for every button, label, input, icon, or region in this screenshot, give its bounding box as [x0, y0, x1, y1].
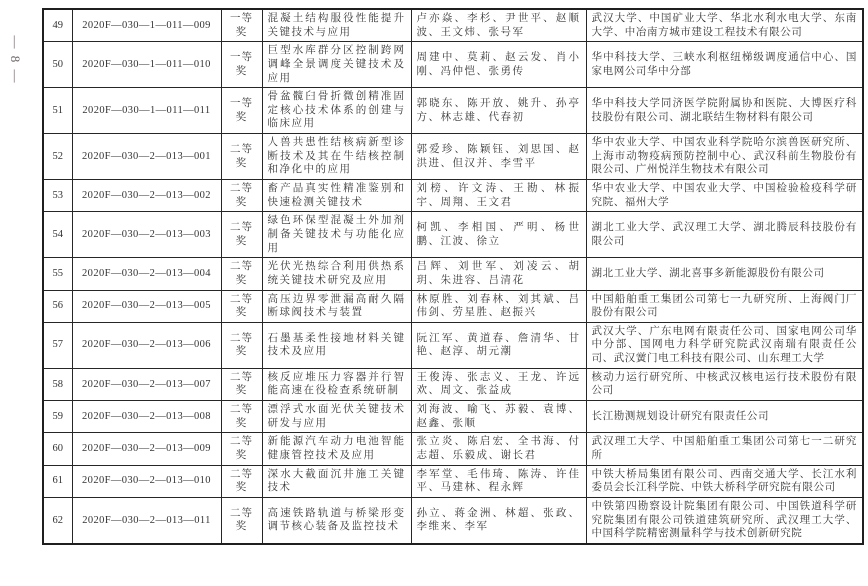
- code-cell: 2020F—030—2—013—003: [72, 212, 221, 258]
- index-cell: 57: [43, 322, 72, 368]
- grade-cell: 二等奖: [221, 322, 262, 368]
- project-cell: 漂浮式水面光伏关键技术研发与应用: [262, 401, 411, 433]
- index-cell: 59: [43, 401, 72, 433]
- index-cell: 53: [43, 180, 72, 212]
- index-cell: 56: [43, 290, 72, 322]
- index-cell: 61: [43, 465, 72, 497]
- code-cell: 2020F—030—2—013—004: [72, 258, 221, 290]
- table-row: [43, 42, 863, 88]
- orgs-cell: 武汉大学、中国矿业大学、华北水利水电大学、东南大学、中冶南方城市建设工程技术有限公司: [586, 9, 863, 42]
- grade-cell: 一等奖: [221, 88, 262, 134]
- people-cell: 李军堂、毛伟琦、陈涛、许佳平、马建林、程永辉: [411, 465, 586, 497]
- grade-cell: 二等奖: [221, 401, 262, 433]
- grade-cell: 二等奖: [221, 212, 262, 258]
- people-cell: 王俊涛、张志义、王龙、许远欢、周文、张益成: [411, 368, 586, 400]
- grade-cell: 二等奖: [221, 497, 262, 543]
- table-row: [43, 433, 863, 465]
- people-cell: 刘榜、许文涛、王勘、林振宇、周翔、王文君: [411, 180, 586, 212]
- project-cell: 高压边界零泄漏高耐久隔断球阀技术与装置: [262, 290, 411, 322]
- people-cell: 张立炎、陈启宏、全书海、付志超、乐毅成、谢长君: [411, 433, 586, 465]
- code-cell: 2020F—030—2—013—009: [72, 433, 221, 465]
- table-row: [43, 497, 863, 543]
- table-row: [43, 290, 863, 322]
- code-cell: 2020F—030—1—011—011: [72, 88, 221, 134]
- code-cell: 2020F—030—2—013—007: [72, 368, 221, 400]
- table-row: [43, 322, 863, 368]
- people-cell: 周建中、莫莉、赵云发、肖小刚、冯仲恺、张勇传: [411, 42, 586, 88]
- orgs-cell: 武汉大学、广东电网有限责任公司、国家电网公司华中分部、国网电力科学研究院武汉南瑞有限责任公司、武汉黉门电工科技有限公司、山东理工大学: [586, 322, 863, 368]
- grade-cell: 二等奖: [221, 368, 262, 400]
- grade-cell: 二等奖: [221, 465, 262, 497]
- project-cell: 新能源汽车动力电池智能健康管控技术及应用: [262, 433, 411, 465]
- orgs-cell: 长江勘测规划设计研究有限责任公司: [586, 401, 863, 433]
- orgs-cell: 湖北工业大学、湖北喜事多新能源股份有限公司: [586, 258, 863, 290]
- index-cell: 54: [43, 212, 72, 258]
- table-row: [43, 258, 863, 290]
- grade-cell: 二等奖: [221, 290, 262, 322]
- orgs-cell: 中国船舶重工集团公司第七一九研究所、上海阀门厂股份有限公司: [586, 290, 863, 322]
- project-cell: 核反应堆压力容器并行智能高速在役检查系统研制: [262, 368, 411, 400]
- people-cell: 郭晓东、陈开放、姚升、孙亭方、林志雄、代春初: [411, 88, 586, 134]
- people-cell: 孙立、蒋金洲、林超、张政、李维来、李军: [411, 497, 586, 543]
- orgs-cell: 华中农业大学、中国农业科学院哈尔滨兽医研究所、上海市动物疫病预防控制中心、武汉科前生物股份有限公司、广州悦洋生物技术有限公司: [586, 134, 863, 180]
- index-cell: 51: [43, 88, 72, 134]
- grade-cell: 二等奖: [221, 180, 262, 212]
- orgs-cell: 湖北工业大学、武汉理工大学、湖北腾辰科技股份有限公司: [586, 212, 863, 258]
- table-row: [43, 212, 863, 258]
- table-row: [43, 9, 863, 42]
- project-cell: 绿色环保型混凝土外加剂制备关键技术与功能化应用: [262, 212, 411, 258]
- people-cell: 郭爱珍、陈颖钰、刘思国、赵洪进、但汉并、李雪平: [411, 134, 586, 180]
- people-cell: 林原胜、刘春林、刘其斌、吕伟剑、劳星胜、赵振兴: [411, 290, 586, 322]
- table-row: [43, 88, 863, 134]
- orgs-cell: 中铁大桥局集团有限公司、西南交通大学、长江水利委员会长江科学院、中铁大桥科学研究院有限公司: [586, 465, 863, 497]
- awards-table-body: [43, 9, 863, 544]
- index-cell: 55: [43, 258, 72, 290]
- grade-cell: 一等奖: [221, 9, 262, 42]
- index-cell: 58: [43, 368, 72, 400]
- code-cell: 2020F—030—2—013—010: [72, 465, 221, 497]
- orgs-cell: 华中科技大学同济医学院附属协和医院、大博医疗科技股份有限公司、湖北联结生物材料有限公司: [586, 88, 863, 134]
- index-cell: 50: [43, 42, 72, 88]
- project-cell: 畜产品真实性精准鉴别和快速检测关键技术: [262, 180, 411, 212]
- people-cell: 卢亦焱、李杉、尹世平、赵顺波、王文炜、张号军: [411, 9, 586, 42]
- code-cell: 2020F—030—2—013—011: [72, 497, 221, 543]
- project-cell: 光伏光热综合利用供热系统关键技术研究及应用: [262, 258, 411, 290]
- orgs-cell: 核动力运行研究所、中核武汉核电运行技术股份有限公司: [586, 368, 863, 400]
- project-cell: 混凝土结构服役性能提升关键技术与应用: [262, 9, 411, 42]
- project-cell: 骨盆髋臼骨折微创精准固定核心技术体系的创建与临床应用: [262, 88, 411, 134]
- table-row: [43, 180, 863, 212]
- people-cell: 吕辉、刘世军、刘凌云、胡玥、朱进容、吕清花: [411, 258, 586, 290]
- orgs-cell: 中铁第四勘察设计院集团有限公司、中国铁道科学研究院集团有限公司铁道建筑研究所、武汉理工大学、中国科学院精密测量科学与技术创新研究院: [586, 497, 863, 543]
- project-cell: 巨型水库群分区控制跨网调峰全景调度关键技术及应用: [262, 42, 411, 88]
- code-cell: 2020F—030—2—013—008: [72, 401, 221, 433]
- table-row: [43, 465, 863, 497]
- orgs-cell: 武汉理工大学、中国船舶重工集团公司第七一二研究所: [586, 433, 863, 465]
- index-cell: 52: [43, 134, 72, 180]
- orgs-cell: 华中科技大学、三峡水利枢纽梯级调度通信中心、国家电网公司华中分部: [586, 42, 863, 88]
- index-cell: 62: [43, 497, 72, 543]
- table-row: [43, 401, 863, 433]
- grade-cell: 一等奖: [221, 42, 262, 88]
- people-cell: 柯凯、李相国、严明、杨世鹏、江波、徐立: [411, 212, 586, 258]
- awards-table: [42, 8, 864, 545]
- code-cell: 2020F—030—2—013—002: [72, 180, 221, 212]
- project-cell: 深水大截面沉井施工关键技术: [262, 465, 411, 497]
- index-cell: 60: [43, 433, 72, 465]
- grade-cell: 二等奖: [221, 433, 262, 465]
- project-cell: 石墨基柔性接地材料关键技术及应用: [262, 322, 411, 368]
- index-cell: 49: [43, 9, 72, 42]
- orgs-cell: 华中农业大学、中国农业大学、中国检验检疫科学研究院、福州大学: [586, 180, 863, 212]
- project-cell: 高速铁路轨道与桥梁形变调节核心装备及监控技术: [262, 497, 411, 543]
- table-row: [43, 368, 863, 400]
- code-cell: 2020F—030—2—013—006: [72, 322, 221, 368]
- people-cell: 刘海波、喻飞、苏毅、袁博、赵鑫、张顺: [411, 401, 586, 433]
- code-cell: 2020F—030—1—011—009: [72, 9, 221, 42]
- code-cell: 2020F—030—2—013—005: [72, 290, 221, 322]
- code-cell: 2020F—030—1—011—010: [72, 42, 221, 88]
- table-row: [43, 134, 863, 180]
- grade-cell: 二等奖: [221, 134, 262, 180]
- code-cell: 2020F—030—2—013—001: [72, 134, 221, 180]
- project-cell: 人兽共患性结核病新型诊断技术及其在牛结核控制和净化中的应用: [262, 134, 411, 180]
- page-number: — 8 —: [8, 35, 23, 85]
- people-cell: 阮江军、黄道春、詹清华、甘艳、赵淳、胡元潮: [411, 322, 586, 368]
- grade-cell: 二等奖: [221, 258, 262, 290]
